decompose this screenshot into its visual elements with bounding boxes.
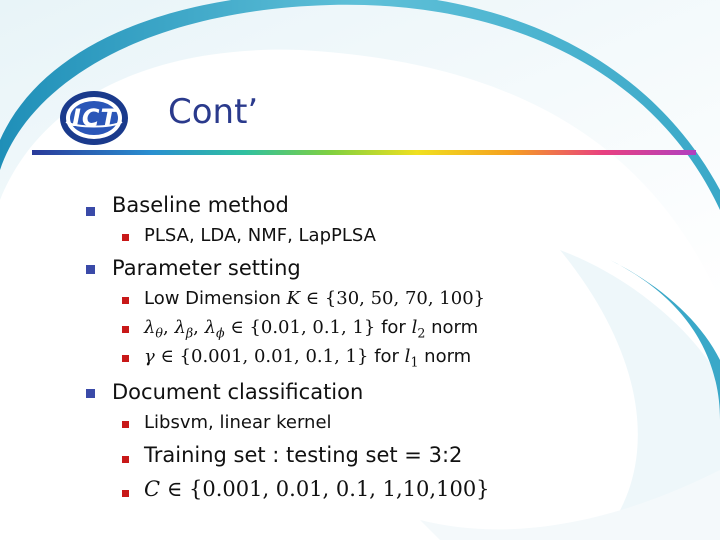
var-k: K xyxy=(286,288,301,309)
sub-bullet-libsvm: Libsvm, linear kernel xyxy=(144,412,332,433)
l2-var: $l_2$ xyxy=(411,317,426,341)
sub-bullet-marker xyxy=(122,456,129,463)
var-c: C xyxy=(144,477,161,501)
low-dimension-label: Low Dimension xyxy=(144,288,287,309)
bullet-baseline-method: Baseline method xyxy=(112,193,289,217)
bullet-marker xyxy=(86,389,95,398)
var-gamma: γ xyxy=(144,346,155,367)
sub-bullet-low-dimension xyxy=(144,288,485,309)
bullet-document-classification: Document classification xyxy=(112,380,364,404)
gamma-set: ∈ {0.001, 0.01, 0.1, 1} xyxy=(154,346,369,367)
lambda-beta: $\lambda_\beta$ xyxy=(174,317,194,341)
ict-logo xyxy=(58,88,130,148)
sub-bullet-marker xyxy=(122,355,129,362)
slide-title: Cont’ xyxy=(168,92,259,132)
sub-bullet-marker xyxy=(122,234,129,241)
k-set: ∈ {30, 50, 70, 100} xyxy=(300,288,486,309)
sub-bullet-marker xyxy=(122,297,129,304)
lambda-phi: $\lambda_\phi$ xyxy=(204,317,225,341)
sub-bullet-methods: PLSA, LDA, NMF, LapPLSA xyxy=(144,225,376,246)
logo-text: ICT xyxy=(72,104,118,132)
sub-bullet-marker xyxy=(122,326,129,333)
bullet-marker xyxy=(86,265,95,274)
l1-var: $l_1$ xyxy=(404,346,419,370)
sub-bullet-gamma: γ ∈ {0.001, 0.01, 0.1, 1} for $l_1$ norm xyxy=(144,346,472,370)
sub-bullet-marker xyxy=(122,421,129,428)
sub-bullet-lambda: $\lambda_\theta$, $\lambda_\beta$, $\lambda_\phi$ ∈ {0.01, 0.1, 1} for $l_2$ norm xyxy=(144,317,479,341)
sub-bullet-marker xyxy=(122,490,129,497)
lambda-set: ∈ {0.01, 0.1, 1} xyxy=(224,317,376,338)
sub-bullet-training-split: Training set : testing set = 3:2 xyxy=(144,443,463,467)
bullet-marker xyxy=(86,207,95,216)
sub-bullet-c-values xyxy=(144,477,490,501)
lambda-theta: $\lambda_\theta$ xyxy=(144,317,164,341)
c-set: ∈ {0.001, 0.01, 0.1, 1,10,100} xyxy=(160,477,490,501)
bullet-parameter-setting: Parameter setting xyxy=(112,256,301,280)
title-divider xyxy=(32,150,696,155)
